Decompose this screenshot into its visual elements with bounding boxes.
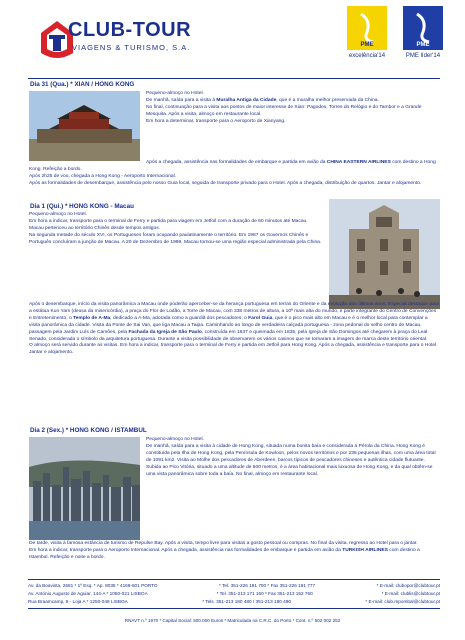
- footer-row-lisboa-mpombal: [28, 598, 440, 606]
- pme-lider-icon: [403, 6, 443, 50]
- header-divider: [28, 78, 440, 79]
- address: Av. da Boavista, 2681 * 1º Esq. * Ap. 8035 * 4169-601 PORTO: [28, 583, 158, 588]
- ruins-sao-paulo-photo: [329, 199, 440, 309]
- day-2-title: Dia 2 (Sex.) * HONG KONG / ISTAMBUL: [30, 427, 147, 434]
- phone: * Tel. 351-213 171 160 * Fax 351-213 152 760: [216, 591, 313, 596]
- day-1-text-block-b: [29, 302, 440, 357]
- pme-label: PME: [416, 42, 430, 48]
- badge-caption-lider: PME líder'14: [405, 53, 441, 59]
- day-1-text-block-a: [29, 212, 325, 247]
- pme-excelencia-badge: [338, 6, 396, 68]
- paragraph: Após 2h25 de voo, chegada a Hong Kong - Aeroporto Internacional.: [29, 173, 177, 179]
- paragraph: Após a chegada, assistência nas formalidades de embarque e partida em avião da CHINA EASTERN AIRLINES com destino a Hong Kong. Refeição a bordo.: [29, 160, 436, 172]
- day-2-text-block-a: [146, 437, 440, 478]
- footer-divider-bottom: [28, 608, 440, 609]
- brand-name: CLUB-TOUR: [68, 19, 192, 41]
- pme-label: PME: [360, 42, 374, 48]
- paragraph: De manhã, saída para a visita à cidade de Hong Kong, situada numa bonita baía e considerada a Pérola da China. Hong Kong é constituída pela Ilha de Hong Kong, pela Península de Kowloon, pelos novos territórios e por 235 pequenas ilhas, com uma área total de 1091 km2. Visita ao Molhe dos pescadores de Aberdeen, barcos típicos de pescadores chineses e autêntica cidade flutuante. Subida ao Pico Vitória, situado a uma altitude de 600 metros, é a área habitacional mais luxuosa de Hong Kong, e da qual obtêm-se uma vista panorâmica sobre toda a baía. No final, almoço em restaurante local.: [146, 443, 436, 477]
- xian-city-wall-photo: [29, 91, 140, 161]
- paragraph: De tarde, visita à famosa estância de turismo de Repulse Bay. Após a visita, tempo livre para visitas a gosto pessoal ou compras. No final da visita, regresso ao Hotel para o jantar.: [29, 541, 418, 546]
- footer-row-lisboa: [28, 590, 440, 598]
- day-1-title: Dia 1 (Qui.) * HONG KONG - Macau: [30, 203, 134, 210]
- email: * E-mail: club.mpombal@clubtour.pt: [365, 599, 440, 604]
- hong-kong-skyline-photo: [29, 437, 140, 540]
- footer-row-porto: [28, 582, 440, 590]
- address: Av. António Augusto de Aguiar, 144-A * 1050-021 LISBOA: [28, 591, 148, 596]
- paragraph: Na segunda metade do século XVI, os Portugueses foram ocupando paulatinamente o território. Em 1987 os Governos Chinês e Português concluíram a junção de Macau. A 20 de Dezembro de 1999, Macau tornou-se uma região especial administrada pela China.: [29, 232, 322, 245]
- paragraph: Em hora a determinar, transporte para o Aeroporto de Xianyang.: [146, 118, 286, 124]
- paragraph: Em hora a indicar, transporte para o terminal de Ferry e partida para viagem em Jetfoil com a duração de 60 minutos até Macau.: [29, 218, 308, 224]
- phone: * Tel. 351-226 191 700 * Fax 351-226 191 777: [219, 583, 316, 588]
- email: * E-mail: clubopor@clubtour.pt: [376, 583, 440, 588]
- paragraph: O almoço será servido durante as visitas. Em hora a indicar, transporte para o terminal de Ferry e partida em Jetfoil para Hong Kong. Após a chegada, assistência e transporte para o Hotel. Jantar e alojamento.: [29, 343, 438, 356]
- phone: * Tels. 351-213 180 480 / 351-213 180 490: [202, 599, 291, 604]
- paragraph: Pequeno-almoço no Hotel.: [146, 91, 204, 96]
- paragraph: Pequeno-almoço no Hotel.: [146, 437, 204, 442]
- day-31-title: Dia 31 (Qua.) * XIAN / HONG KONG: [30, 81, 135, 88]
- paragraph: Macau pertenceu ao território Chinês desde tempos antigos.: [29, 225, 161, 231]
- legal-notice: RNAVT n.º 1970 * Capital Social: 500.000 Euros * Matriculada na C.R.C. do Porto * Cont. n.º 502 002 252: [124, 618, 341, 623]
- day-2-text-block-b: [29, 541, 440, 562]
- paragraph: Após as formalidades de desembarque, assistência pelo nosso Guia local, seguida de transporte privado para o Hotel. Após a chegada, distribuição de quartos. Jantar e alojamento.: [29, 180, 422, 186]
- day-31-text-block-b: [29, 160, 440, 188]
- email: * E-mail: clublis@clubtour.pt: [381, 591, 440, 596]
- paragraph: Em hora a indicar, transporte para o Aeroporto Internacional. Após a chegada, assistência nas formalidades de embarque e partida em avião da TURKISH AIRLINES com destino a Istambul. Refeição e noite a bordo.: [29, 547, 420, 560]
- paragraph: De manhã, saída para a visita à Muralha Antiga da Cidade, que é a muralha melhor preservada da China.: [146, 97, 379, 103]
- brand-tagline: VIAGENS & TURISMO, S.A.: [72, 43, 191, 52]
- footer-divider: [28, 579, 440, 580]
- footer-addresses: [28, 582, 440, 606]
- address: Rua Braamcamp, 9 - Loja A * 1250-048 LISBOA: [28, 599, 128, 604]
- paragraph: Após o desembarque, início da visita panorâmica a Macau onde poderão aperceber-se da herança portuguesa em terras do Oriente e da evolução dos últimos anos. Especial destaque para a estátua Kun Yam (deusa da misericórdia), a praça do Flor de Lodão, a Torre de Macau, com 338 metros de altura, a 10ª mais alta do mundo, e parte integrante do Centro de Convenções e Entretenimento, o Templo de A-Ma, dedicado a A-Ma, adorada como a guardiã dos pescadores; o Farol Guia, que é o pico mais alto em Macau e é o melhor local para contemplar a visita panorâmica da cidade. Visita da Ponte de Sai Van, que liga Macau a Taipa. Caminhando ao longo de verdadeira calçada portuguesa - zona pedonal do velho centro de Macau, passagem pela Jardim Luís de Camões, pela Fachada da Igreja de São Paulo, construída em 1637 e queimada em 1835, pela Igreja de São Domingos até chegarem à praça do Leal Senado, considerada o símbolo da arquitetura portuguesa. Durante a visita possibilidade de observarem os vários casinos que se tornaram a imagem de marca deste território oriental.: [29, 302, 440, 342]
- pme-excelencia-icon: [347, 6, 387, 50]
- paragraph: No final, continuação para a visita aos pontos de maior interesse de Xian: Pagodes, Torres do Relógio e do Tambor e a Grande Mesquita. Após a visita, almoço em restaurante local.: [146, 104, 422, 117]
- paragraph: Pequeno-almoço no Hotel.: [29, 212, 87, 217]
- pme-lider-badge: [394, 6, 452, 68]
- day-31-text-block-a: [146, 91, 440, 126]
- badge-caption-excelencia: excelência'14: [348, 53, 386, 59]
